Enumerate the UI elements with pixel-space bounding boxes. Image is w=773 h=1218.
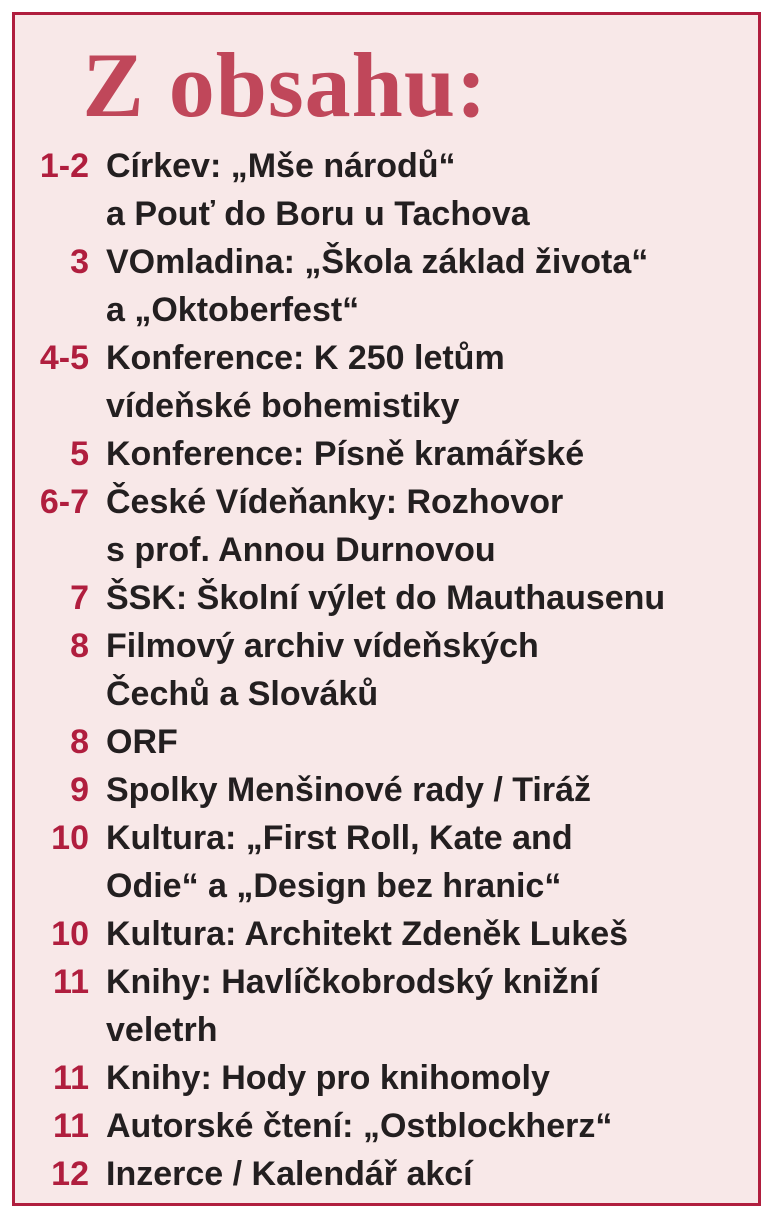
page-number: 10: [51, 819, 89, 857]
page-number: 11: [53, 963, 89, 1001]
entry-title: ORF: [106, 723, 178, 761]
page-number: 4-5: [39, 339, 89, 377]
page-number: 9: [70, 771, 89, 809]
entry-title: Církev: „Mše národů“ a Pouť do Boru u Tachova: [106, 147, 530, 233]
entry-title: Knihy: Hody pro knihomoly: [106, 1059, 550, 1097]
toc-entry: [15, 574, 760, 622]
entry-title: České Vídeňanky: Rozhovor s prof. Annou Durnovou: [106, 483, 564, 569]
entry-title: Konference: K 250 letům vídeňské bohemistiky: [106, 339, 505, 425]
entry-title: Filmový archiv vídeňských Čechů a Slováků: [106, 627, 539, 713]
toc-entry: [15, 1150, 760, 1198]
toc-entry: [15, 478, 760, 574]
page-number: 5: [70, 435, 89, 473]
toc-entry: [15, 1054, 760, 1102]
table-of-contents: [15, 142, 760, 1198]
entry-title: Spolky Menšinové rady / Tiráž: [106, 771, 591, 809]
toc-entry: [15, 430, 760, 478]
entry-title: Kultura: „First Roll, Kate and Odie“ a „Design bez hranic“: [106, 819, 573, 905]
page-number: 7: [70, 579, 89, 617]
page-number: 8: [70, 627, 89, 665]
toc-entry: [15, 958, 760, 1054]
toc-entry: [15, 238, 760, 334]
page-number: 10: [51, 915, 89, 953]
entry-title: Knihy: Havlíčkobrodský knižní veletrh: [106, 963, 600, 1049]
toc-entry: [15, 814, 760, 910]
entry-title: Kultura: Architekt Zdeněk Lukeš: [106, 915, 629, 953]
toc-entry: [15, 766, 760, 814]
toc-entry: [15, 142, 760, 238]
contents-box: [12, 12, 761, 1206]
entry-title: Konference: Písně kramářské: [106, 435, 585, 473]
contents-title: Z obsahu:: [82, 34, 488, 136]
toc-entry: [15, 334, 760, 430]
entry-title: ŠSK: Školní výlet do Mauthausenu: [106, 579, 666, 617]
entry-title: Autorské čtení: „Ostblockherz“: [106, 1107, 613, 1145]
toc-entry: [15, 910, 760, 958]
toc-entry: [15, 1102, 760, 1150]
toc-entry: [15, 718, 760, 766]
page-number: 6-7: [39, 483, 89, 521]
entry-title: Inzerce / Kalendář akcí: [106, 1155, 473, 1193]
entry-title: VOmladina: „Škola základ života“ a „Oktoberfest“: [106, 243, 649, 329]
page-number: 11: [53, 1107, 89, 1145]
page-number: 3: [70, 243, 89, 281]
page-number: 8: [70, 723, 89, 761]
toc-entry: [15, 622, 760, 718]
page-number: 12: [51, 1155, 89, 1193]
page-number: 1-2: [39, 147, 89, 185]
page-number: 11: [53, 1059, 89, 1097]
